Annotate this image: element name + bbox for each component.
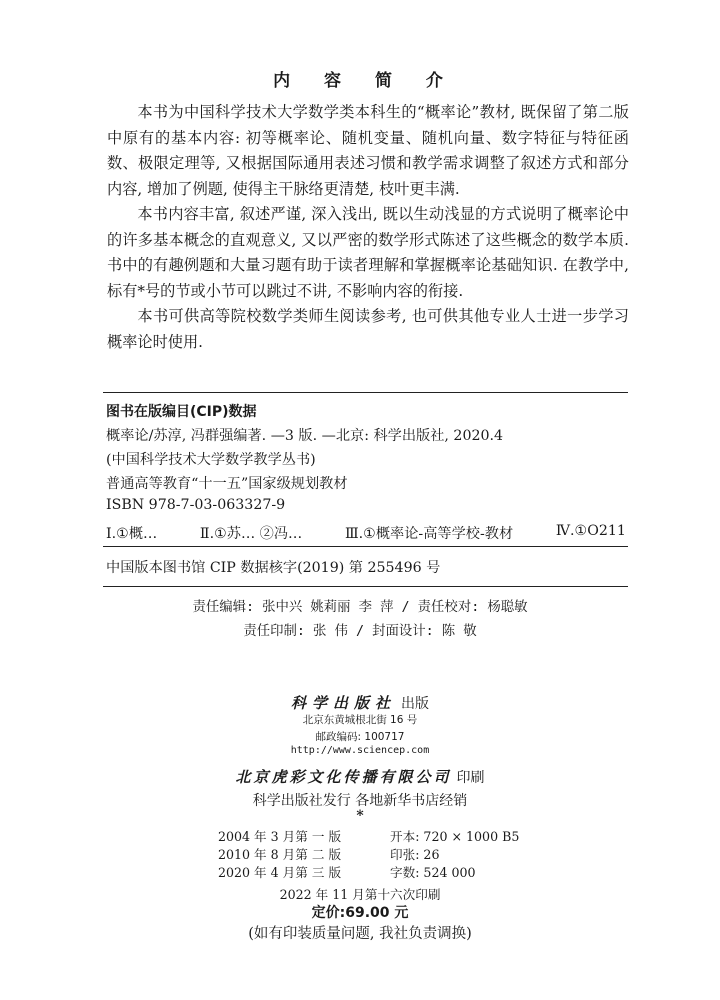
cip-isbn: ISBN 978-7-03-063327-9 bbox=[106, 497, 286, 513]
edition-table bbox=[218, 828, 519, 882]
publisher-line bbox=[0, 692, 720, 713]
edition-row bbox=[218, 864, 519, 882]
printer-suffix: 印刷 bbox=[456, 770, 485, 786]
edition-row bbox=[218, 846, 519, 864]
publisher-address: 北京东黄城根北街 16 号 bbox=[302, 714, 418, 726]
publisher-url: http://www.sciencep.com bbox=[290, 745, 430, 756]
quality-note: (如有印装质量问题, 我社负责调换) bbox=[248, 926, 472, 942]
cip-class-3: Ⅲ.①概率论-高等学校-教材 bbox=[344, 526, 514, 542]
cip-data-box bbox=[103, 392, 628, 587]
credits-production: 责任印制: 张 伟 / 封面设计: 陈 敬 bbox=[243, 624, 477, 639]
edition-date: 2010 年 8 月第 二 版 bbox=[218, 847, 342, 862]
cip-divider bbox=[103, 546, 628, 547]
cip-record-number: 中国版本图书馆 CIP 数据核字(2019) 第 255496 号 bbox=[106, 560, 441, 576]
distribution-line: 科学出版社发行 各地新华书店经销 bbox=[252, 793, 468, 809]
cip-class-2: Ⅱ.①苏… ②冯… bbox=[199, 526, 303, 542]
cip-classification bbox=[106, 523, 626, 543]
summary-paragraph: 本书可供高等院校数学类师生阅读参考, 也可供其他专业人士进一步学习概率论时使用. bbox=[107, 307, 629, 351]
edition-row bbox=[218, 828, 519, 846]
summary-body bbox=[107, 100, 629, 355]
publisher-suffix: 出版 bbox=[401, 696, 430, 712]
cip-class-4: Ⅳ.①O211 bbox=[555, 523, 626, 539]
credits-editors: 责任编辑: 张中兴 姚莉丽 李 萍 / 责任校对: 杨聪敏 bbox=[192, 600, 528, 615]
edition-extra: 印张: 26 bbox=[390, 847, 440, 862]
edition-date: 2004 年 3 月第 一 版 bbox=[218, 829, 342, 844]
edition-date: 2020 年 4 月第 三 版 bbox=[218, 865, 342, 880]
printer-line bbox=[0, 766, 720, 787]
summary-paragraph: 本书为中国科学技术大学数学类本科生的“概率论”教材, 既保留了第二版中原有的基本内容: 初等概率论、随机变量、随机向量、数字特征与特征函数、极限定理等, 又根据国际通用表述习惯和教学需求调整了叙述方式和部分内容, 增加了例题, 使得主干脉络更清楚, 枝叶更丰满. bbox=[107, 103, 629, 198]
summary-paragraph: 本书内容丰富, 叙述严谨, 深入浅出, 既以生动浅显的方式说明了概率论中的许多基本概念的直观意义, 又以严密的数学形式陈述了这些概念的数学本质. 书中的有趣例题和大量习题有助于读者理解和掌握概率论基础知识. 在教学中, 标有*号的节或小节可以跳过不讲, 不影响内容的衔接. bbox=[107, 205, 629, 300]
publisher-name: 科学出版社 bbox=[290, 694, 396, 712]
printing-count: 2022 年 11 月第十六次印刷 bbox=[279, 887, 441, 902]
separator-star: * bbox=[356, 808, 364, 824]
price: 定价:69.00 元 bbox=[311, 905, 409, 921]
cip-program-line: 普通高等教育“十一五”国家级规划教材 bbox=[106, 476, 348, 492]
cip-class-1: Ⅰ.①概… bbox=[106, 526, 158, 542]
edition-extra: 开本: 720 × 1000 B5 bbox=[390, 829, 520, 844]
summary-title: 内 容 简 介 bbox=[273, 71, 457, 91]
cip-title-line: 概率论/苏淳, 冯群强编著. —3 版. —北京: 科学出版社, 2020.4 bbox=[106, 428, 504, 444]
cip-series-line: (中国科学技术大学数学教学丛书) bbox=[106, 452, 316, 468]
cip-header: 图书在版编目(CIP)数据 bbox=[106, 404, 257, 420]
publisher-postcode: 邮政编码: 100717 bbox=[315, 731, 405, 743]
printer-name: 北京虎彩文化传播有限公司 bbox=[235, 768, 452, 786]
edition-extra: 字数: 524 000 bbox=[390, 865, 476, 880]
